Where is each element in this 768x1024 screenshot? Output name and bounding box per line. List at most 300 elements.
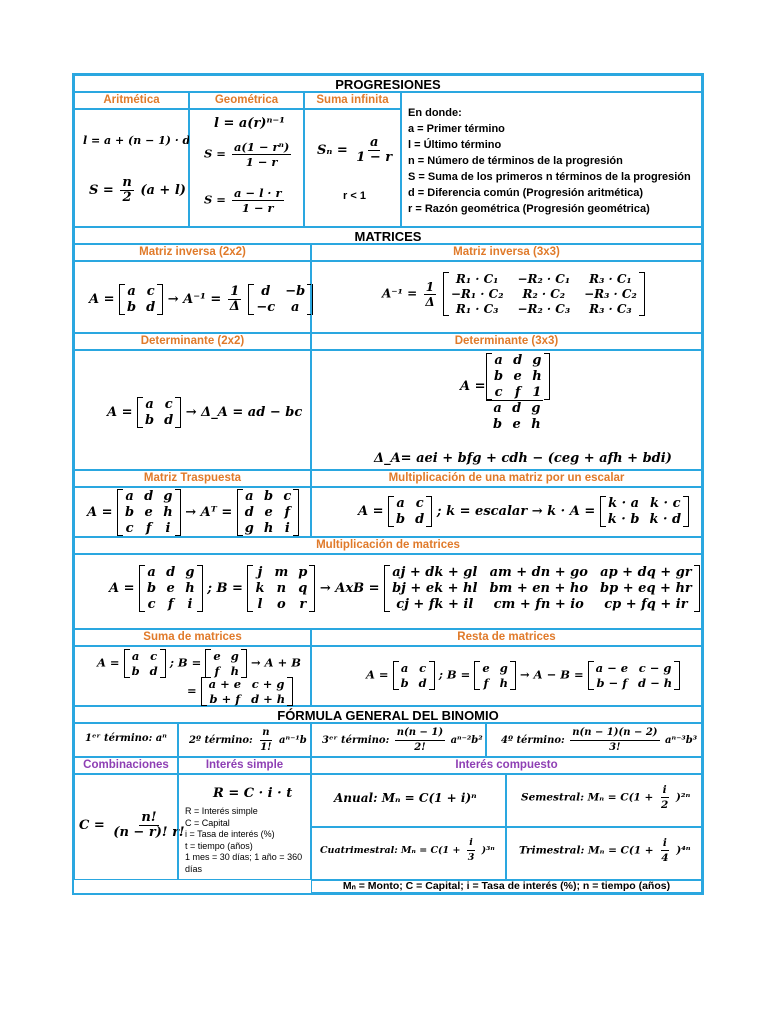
suma-b: ; B =	[169, 655, 202, 670]
matrix-cell: b	[493, 417, 503, 432]
matrix-cell: g	[230, 649, 239, 663]
matrix-cell: b	[494, 369, 504, 384]
matrix-cell: d	[513, 353, 523, 368]
matrix-cell: a	[131, 649, 140, 663]
binomio-t4	[501, 726, 697, 755]
inv2-one: 1	[230, 284, 240, 299]
legend-line: d = Diferencia común (Progresión aritmética)	[408, 187, 644, 199]
matrices-header	[74, 227, 702, 244]
det2-cell	[74, 350, 311, 470]
resta-b: ; B =	[438, 667, 471, 682]
matrix-bracket-right	[293, 489, 299, 536]
binomio-header	[74, 706, 702, 723]
legend-line: S = Suma de los primeros n términos de la progresión	[408, 171, 691, 183]
binomio-t4-cell	[486, 723, 702, 757]
matrix-cell: h	[532, 369, 542, 384]
matrix-cell: d	[149, 664, 158, 678]
matrix-cell: −b	[285, 284, 306, 299]
matrix-cell: bp + eq + hr	[600, 581, 692, 596]
matrix-cell: g	[532, 353, 542, 368]
matrix-bracket-right	[426, 496, 432, 527]
matrix-cell: c	[283, 489, 292, 504]
matrix-cell: a	[127, 284, 136, 299]
matrix-cell: k · a	[608, 496, 640, 511]
matrix-a-3x3	[117, 489, 181, 536]
suma-infinita-label: Suma infinita	[316, 94, 389, 106]
matrix-cell: f	[284, 505, 291, 520]
matrix-cell: d + h	[251, 692, 286, 706]
suma-eq: =	[187, 683, 197, 698]
t2-den: 1!	[260, 742, 272, 753]
matrix-cell: c	[164, 397, 173, 412]
matrix-cell: h	[499, 676, 509, 690]
matrix-cell: −R₂ · C₁	[517, 272, 571, 286]
legend-title: En donde:	[408, 107, 462, 119]
matrix-cell: b	[147, 581, 157, 596]
comb-cell	[74, 774, 185, 880]
matrix-cell: g	[499, 661, 508, 675]
matrix-cell: b	[125, 505, 135, 520]
t2-right: aⁿ⁻¹b	[279, 735, 307, 746]
simple-formula: R = C · i · t	[213, 786, 293, 801]
resta-cell	[311, 646, 702, 706]
binomio-t1-cell	[74, 723, 178, 757]
matrix-cell: j	[257, 565, 263, 580]
matrix-cell: b	[145, 413, 155, 428]
matrix-cell: a	[494, 353, 503, 368]
semestral-formula	[521, 783, 690, 812]
trimestral-den: 4	[661, 852, 669, 864]
matrix-cell: d	[261, 284, 271, 299]
matrix-cell: c	[415, 496, 424, 511]
matrix-transpose	[237, 489, 299, 536]
matrix-cell: h	[185, 581, 195, 596]
matrix-cell: k	[255, 581, 265, 596]
comb-header	[74, 757, 178, 774]
trasp-formula	[87, 489, 299, 536]
suma-formula	[97, 649, 301, 678]
inv2-arrow: → A⁻¹ =	[167, 292, 222, 307]
escalar-mid: ; k = escalar → k · A =	[436, 504, 596, 519]
t4-den: 3!	[609, 742, 621, 753]
progresiones-header	[74, 75, 702, 92]
matrix-cell: o	[277, 597, 286, 612]
mult-formula	[109, 565, 700, 612]
matrix-sum	[201, 677, 293, 706]
arit-last-term: l = a + (n − 1) · d	[83, 134, 191, 147]
matrix-grid	[594, 661, 674, 690]
geo-sum-2-den: 1 − r	[241, 201, 274, 215]
resta-formula	[366, 661, 680, 690]
compuesto-label: Interés compuesto	[455, 759, 558, 771]
matrix-cell: d	[244, 505, 254, 520]
matrix-cell: −R₂ · C₃	[517, 302, 571, 316]
inf-sum	[317, 136, 396, 165]
matrix-cell: a	[147, 565, 156, 580]
inv2-delta: Δ	[229, 299, 240, 314]
matrix-cell: a	[290, 300, 300, 315]
cuatrimestral-formula	[320, 836, 495, 865]
det3-formula: Δ_A= aei + bfg + cdh − (ceg + afh + bdi)	[374, 451, 672, 466]
matrix-a-2x2	[393, 661, 435, 690]
matrix-cell: d	[164, 413, 174, 428]
arit-sum-right: (a + l)	[140, 183, 186, 198]
matrix-cell: m	[274, 565, 289, 580]
matrix-a-2x2	[137, 397, 181, 428]
inv3-label: Matriz inversa (3x3)	[453, 246, 560, 258]
matrix-cell: k · c	[650, 496, 681, 511]
matrix-cell: c	[150, 649, 158, 663]
t3-den: 2!	[414, 742, 426, 753]
matrix-scaled	[600, 496, 689, 527]
det3-cell	[311, 350, 702, 470]
trasp-header	[74, 470, 311, 487]
matrix-inv-2x2	[248, 284, 313, 315]
matrix-cell: R₁ · C₁	[455, 272, 499, 286]
det2-header	[74, 333, 311, 350]
inv3-header	[311, 244, 702, 261]
matrix-cell: R₂ · C₂	[522, 287, 566, 301]
matrix-cell: cm + fn + io	[493, 597, 584, 612]
cuatrimestral-right: )³ⁿ	[481, 845, 495, 856]
matrix-grid	[399, 661, 429, 690]
mult-b: ; B =	[207, 581, 243, 596]
suma-infinita-header	[304, 92, 401, 109]
compuesto-header	[311, 757, 702, 774]
t2-left: 2º término:	[189, 735, 253, 746]
matrix-cell: g	[185, 565, 195, 580]
matrix-cell: b	[131, 664, 140, 678]
matrix-bracket-right	[287, 677, 293, 706]
matrix-cell: a	[396, 496, 405, 511]
mult-cell	[74, 554, 702, 629]
cuatrimestral-left: Cuatrimestral: Mₙ = C(1 +	[320, 845, 461, 856]
geometrica-cell	[189, 109, 304, 227]
matrix-cell: cp + fq + ir	[604, 597, 688, 612]
semestral-cell	[506, 774, 702, 827]
matrix-cell: e	[482, 661, 490, 675]
matrix-cell: a	[145, 397, 154, 412]
matrix-cell: c	[494, 385, 503, 400]
matrix-cell: i	[165, 521, 171, 536]
binomio-t3	[322, 726, 483, 755]
matrix-bracket-right	[510, 661, 516, 690]
matrix-grid	[243, 489, 293, 536]
semestral-left: Semestral: Mₙ = C(1 +	[521, 791, 654, 804]
mult-arrow: → AxB =	[319, 581, 380, 596]
matrix-grid	[486, 400, 543, 432]
matrix-cell: b	[127, 300, 137, 315]
footer-cell	[311, 880, 702, 893]
geo-sum-2-left: S =	[204, 192, 226, 207]
matrix-grid	[143, 397, 175, 428]
matrix-product	[384, 565, 700, 612]
matrix-grid	[254, 284, 307, 315]
trimestral-left: Trimestral: Mₙ = C(1 +	[519, 844, 654, 857]
matrix-inv-3x3	[443, 272, 645, 316]
matrix-grid	[394, 496, 426, 527]
trasp-arrow: → Aᵀ =	[185, 505, 233, 520]
matrix-cell: d	[418, 676, 427, 690]
comb-label: Combinaciones	[83, 759, 169, 771]
matrix-cell: bj + ek + hl	[392, 581, 478, 596]
matrix-grid	[130, 649, 160, 678]
matrix-a-2x2	[119, 284, 163, 315]
matrix-cell: d − h	[638, 676, 673, 690]
suma-infinita-cell	[304, 109, 401, 227]
geo-sum-1	[204, 140, 293, 169]
inv3-delta: Δ	[425, 294, 435, 309]
matrix-cell: f	[514, 385, 521, 400]
geo-last-term: l = a(r)ⁿ⁻¹	[214, 116, 285, 131]
matrix-bracket-right	[639, 272, 645, 316]
matrix-cell: n	[276, 581, 287, 596]
matrix-cell: d	[166, 565, 176, 580]
escalar-label: Multiplicación de una matriz por un escalar	[388, 472, 625, 484]
det3-lhs: A =	[460, 379, 486, 394]
matrix-cell: R₁ · C₃	[455, 302, 499, 316]
trasp-lhs: A =	[87, 505, 113, 520]
matrix-cell: d	[146, 300, 156, 315]
matrix-cell: h	[531, 417, 541, 432]
suma-arrow: → A + B	[251, 655, 301, 670]
resta-arrow: → A − B =	[520, 667, 584, 682]
matrix-grid	[125, 284, 157, 315]
geo-sum-2-num: a − l · r	[233, 186, 282, 200]
matrix-bracket-right	[694, 565, 700, 612]
matrix-cell: a	[245, 489, 254, 504]
arit-sum-left: S =	[89, 183, 114, 198]
matrix-bracket-right	[175, 397, 181, 428]
matrix-cell: a	[493, 401, 502, 416]
inf-sum-num: a	[370, 135, 379, 150]
matrix-cell: c − g	[638, 661, 672, 675]
anual-cell	[311, 774, 506, 827]
matrix-bracket-right	[683, 496, 689, 527]
matrix-bracket-right	[197, 565, 203, 612]
matrix-cell: f	[214, 664, 220, 678]
t3-right: aⁿ⁻²b²	[450, 735, 483, 746]
matrix-bracket-right	[544, 353, 550, 400]
matrix-bracket-right	[429, 661, 435, 690]
trimestral-cell	[506, 827, 702, 880]
matrix-cell: d	[512, 401, 522, 416]
matrix-bracket-right	[309, 565, 315, 612]
semestral-right: )²ⁿ	[675, 791, 691, 804]
comb-num: n!	[141, 810, 157, 825]
aritmetica-label: Aritmética	[103, 94, 160, 106]
matrix-cell: am + dn + go	[489, 565, 588, 580]
matrix-cell: c	[419, 661, 427, 675]
matrix-cell: q	[298, 581, 308, 596]
cuatrimestral-cell	[311, 827, 506, 880]
matrix-cell: e	[213, 649, 221, 663]
det2-lhs: A =	[107, 405, 133, 420]
simple-cell	[178, 774, 311, 880]
matrix-a-3x3	[139, 565, 203, 612]
matrix-cell: i	[284, 521, 290, 536]
inv2-header	[74, 244, 311, 261]
matrix-cell: R₃ · C₃	[589, 302, 632, 316]
matrix-grid	[253, 565, 309, 612]
matrix-cell: c	[146, 284, 155, 299]
matrix-cell: i	[187, 597, 193, 612]
det2-label: Determinante (2x2)	[140, 335, 245, 347]
trimestral-num: i	[662, 837, 667, 849]
inv3-cell	[311, 261, 702, 333]
binomio-t2-cell	[178, 723, 311, 757]
geometrica-label: Geométrica	[214, 94, 279, 106]
matrix-bracket-right	[160, 649, 166, 678]
arit-sum-den: 2	[122, 190, 132, 205]
matrix-grid	[449, 272, 639, 316]
matrix-a-2x2	[388, 496, 432, 527]
legend-line: n = Número de términos de la progresión	[408, 155, 623, 167]
matrix-grid	[123, 489, 175, 536]
matrix-cell: b − f	[596, 676, 628, 690]
matrix-cell: b + f	[209, 692, 241, 706]
aritmetica-header	[74, 92, 189, 109]
suma-label: Suma de matrices	[143, 631, 242, 643]
matrix-cell: ap + dq + gr	[600, 565, 692, 580]
inv2-cell	[74, 261, 311, 333]
matrix-cell: −c	[256, 300, 276, 315]
inf-sum-den: 1 − r	[356, 150, 393, 165]
matrices-title: MATRICES	[354, 229, 422, 244]
matrix-cell: d	[415, 512, 425, 527]
suma-result	[187, 677, 293, 706]
cuatrimestral-num: i	[467, 836, 475, 851]
inv2-label: Matriz inversa (2x2)	[139, 246, 246, 258]
inv3-lhs: A⁻¹ =	[382, 286, 418, 301]
matrix-b-2x2	[205, 649, 247, 678]
geometrica-header	[189, 92, 304, 109]
matrix-cell: 1	[532, 385, 542, 400]
arit-sum-num: n	[122, 175, 132, 190]
suma-header	[74, 629, 311, 646]
matrix-grid	[390, 565, 694, 612]
matrix-cell: l	[257, 597, 263, 612]
matrix-a-2x2	[124, 649, 166, 678]
escalar-lhs: A =	[358, 504, 384, 519]
matrix-grid	[211, 649, 241, 678]
aritmetica-cell	[74, 109, 189, 227]
matrix-cell: k · d	[649, 512, 682, 527]
matrix-det-extension	[486, 400, 550, 432]
matrix-cell: g	[244, 521, 254, 536]
matrix-cell: a − e	[595, 661, 629, 675]
matrix-cell: e	[144, 505, 153, 520]
matrix-cell: R₃ · C₁	[589, 272, 632, 286]
matrix-grid	[606, 496, 683, 527]
escalar-header	[311, 470, 702, 487]
matrix-cell: c	[125, 521, 134, 536]
inf-condition: r < 1	[343, 190, 366, 202]
inv2-lhs: A =	[89, 292, 115, 307]
footer-legend: Mₙ = Monto; C = Capital; i = Tasa de interés (%); n = tiempo (años)	[342, 880, 671, 892]
det3-label: Determinante (3x3)	[454, 335, 559, 347]
legend-line: r = Razón geométrica (Progresión geométrica)	[408, 203, 650, 215]
legend-line: a = Primer término	[408, 123, 505, 135]
matrix-cell: aj + dk + gl	[392, 565, 478, 580]
matrix-grid	[207, 677, 287, 706]
binomio-t1: 1ᵉʳ término: aⁿ	[85, 733, 167, 744]
matrix-cell: cj + fk + il	[396, 597, 474, 612]
matrix-b-3x3	[247, 565, 315, 612]
simple-legend: R = Interés simple C = Capital i = Tasa de interés (%) t = tiempo (años) 1 mes = 30 días; 1 año = 360 días	[185, 806, 303, 874]
t3-left: 3ᵉʳ término:	[322, 735, 390, 746]
arit-sum	[89, 176, 186, 205]
matrix-bracket-right	[157, 284, 163, 315]
matrix-bracket-right	[241, 649, 247, 678]
matrix-difference	[588, 661, 680, 690]
matrix-cell: r	[299, 597, 307, 612]
escalar-formula	[358, 496, 689, 527]
matrix-cell: b	[400, 676, 409, 690]
matrix-cell: e	[166, 581, 175, 596]
trasp-label: Matriz Traspuesta	[143, 472, 242, 484]
matrix-b-2x2	[474, 661, 516, 690]
matrix-cell: −R₃ · C₂	[584, 287, 637, 301]
binomio-t2	[189, 726, 307, 755]
det3-matrix	[486, 353, 550, 432]
geo-sum-2	[204, 186, 286, 215]
legend-cell	[401, 92, 702, 227]
inf-sum-left: Sₙ =	[317, 143, 348, 158]
cuatrimestral-den: 3	[467, 852, 475, 863]
matrix-bracket-right	[674, 661, 680, 690]
geo-sum-1-left: S =	[204, 146, 226, 161]
matrix-cell: e	[512, 417, 521, 432]
det2-formula	[107, 397, 302, 428]
suma-lhs: A =	[97, 655, 120, 670]
formula-sheet	[72, 73, 704, 895]
escalar-cell	[311, 487, 702, 537]
matrix-grid	[480, 661, 510, 690]
t4-right: aⁿ⁻³b³	[665, 735, 698, 746]
comb-left: C =	[79, 818, 105, 833]
binomio-t3-cell	[311, 723, 486, 757]
matrix-cell: c + g	[251, 677, 285, 691]
matrix-cell: h	[163, 505, 173, 520]
mult-label: Multiplicación de matrices	[316, 539, 460, 551]
t2-num: n	[260, 726, 271, 741]
matrix-cell: a	[125, 489, 134, 504]
matrix-cell: d	[144, 489, 154, 504]
matrix-grid	[492, 353, 544, 400]
matrix-cell: f	[145, 521, 152, 536]
comb-formula	[79, 811, 189, 840]
inv3-one: 1	[425, 279, 435, 294]
matrix-cell: a + e	[208, 677, 242, 691]
trimestral-formula	[519, 836, 691, 865]
matrix-cell: e	[513, 369, 522, 384]
t4-num: n(n − 1)(n − 2)	[570, 726, 659, 741]
resta-label: Resta de matrices	[457, 631, 556, 643]
inv3-formula	[382, 272, 645, 316]
t3-num: n(n − 1)	[395, 726, 445, 741]
t4-left: 4º término:	[501, 735, 565, 746]
semestral-den: 2	[660, 799, 669, 811]
matrix-cell: k · b	[607, 512, 640, 527]
progresiones-title: PROGRESIONES	[335, 77, 441, 92]
det2-rhs: → Δ_A = ad − bc	[185, 405, 303, 420]
simple-header	[178, 757, 311, 774]
matrix-cell: bm + en + ho	[489, 581, 589, 596]
matrix-cell: g	[531, 401, 541, 416]
mult-lhs: A =	[109, 581, 135, 596]
matrix-cell: f	[483, 676, 489, 690]
